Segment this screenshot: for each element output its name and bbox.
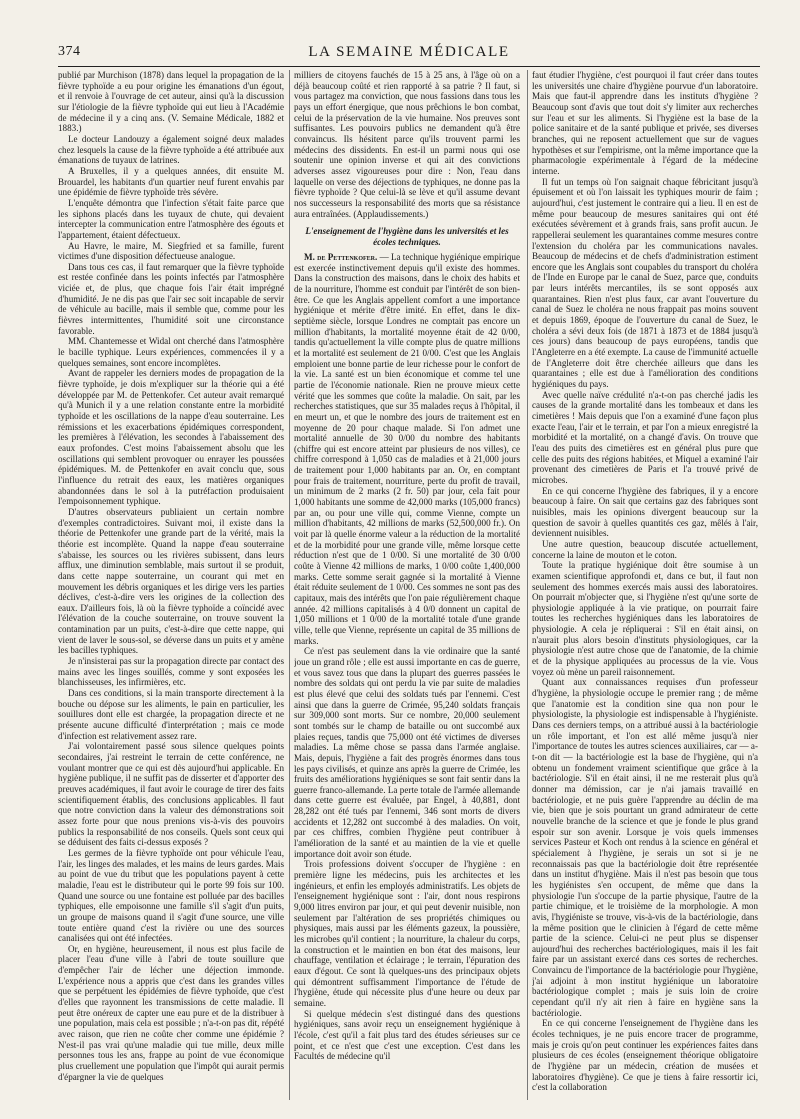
column-right <box>532 70 758 1105</box>
paragraph: publié par Murchison (1878) dans lequel la propagation de la fièvre typhoïde a eu pour origine les émanations d'un égout, et il renvoie à l'ouvrage de cet auteur, ainsi qu'à la discussion sur l'étiologie de la fièvre typhoïde qui eut lieu à l'Académie de médecine il y a cinq ans. (V. Semaine Médicale, 1882 et 1883.) <box>58 70 284 134</box>
paragraph: L'enquête démontra que l'infection s'était faite parce que les siphons placés dans les tuyaux de chute, qui devaient intercepter la communication entre l'atmosphère des égouts et l'appartement, étaient défectueux. <box>58 197 284 240</box>
paragraph: Le docteur Landouzy a également soigné deux malades chez lesquels la cause de la fièvre typhoïde a été attribuée aux émanations de tuyaux de latrines. <box>58 133 284 166</box>
column-left <box>58 70 284 1105</box>
paragraph: Les germes de la fièvre typhoïde ont pour véhicule l'eau, l'air, les linges des malades, et les mains de leurs gardes. Mais au point de vue du tribut que les populations payent à cette maladie, l'eau est le distributeur qui le porte 99 fois sur 100. Quand une source ou une fontaine est polluée par des bacilles typhiques, elle empoisonne une famille s'il s'agit d'un puits, un groupe de maisons quand il s'agit d'une source, une ville toute entière quand c'est la rivière ou une des sources canalisées qui ont été infectées. <box>58 847 284 944</box>
column-divider <box>289 70 290 1100</box>
paragraph: Dans ces conditions, si la main transporte directement à la bouche ou dépose sur les aliments, le pain en particulier, les souillures dont elle est chargée, la propagation directe et ne présente aucune difficulté d'interprétation ; mais ce mode d'infection est relativement assez rare. <box>58 688 284 741</box>
paragraph: Une autre question, beaucoup discutée actuellement, concerne la laine de mouton et le coton. <box>532 538 758 560</box>
paragraph: En ce qui concerne l'hygiène des fabriques, il y a encore beaucoup à faire. On sait que certains gaz des fabriques sont nuisibles, mais les opinions divergent beaucoup sur la question de savoir à quelles quantités ces gaz, mêlés à l'air, deviennent nuisibles. <box>532 485 758 539</box>
journal-title: LA SEMAINE MÉDICALE <box>308 44 510 60</box>
paragraph: MM. Chantemesse et Widal ont cherché dans l'atmosphère le bacille typhique. Leurs expériences, commencées il y a quelques semaines, sont encore incomplètes. <box>58 336 284 368</box>
paragraph: Au Havre, le maire, M. Siegfried et sa famille, furent victimes d'une disposition défectueuse analogue. <box>58 240 284 262</box>
paragraph: Je n'insisterai pas sur la propagation directe par contact des mains avec les linges souillés, comme y sont exposées les blanchisseuses, les infirmières, etc. <box>58 656 284 688</box>
paragraph: Trois professions doivent s'occuper de l'hygiène : en première ligne les médecins, puis les architectes et les ingénieurs, et enfin les employés administratifs. Les objets de l'enseignement hygiénique sont : l'air, dont nous respirons 9,000 litres environ par jour, et qui peut devenir nuisible, non seulement par l'altération de ses propriétés chimiques ou physiques, mais aussi par les éléments gazeux, la poussière, les microbes qu'il contient ; la nourriture, la chaleur du corps, la construction et le maintien en bon état des maisons, leur chauffage, ventilation et éclairage ; le terrain, l'épuration des eaux d'égout. Ce sont là quelques-uns des principaux objets qui démontrent suffisamment l'importance de l'étude de l'hygiène, étude qui nécessite plus d'une heure ou deux par semaine. <box>294 859 520 1008</box>
paragraph: Il fut un temps où l'on saignait chaque fébricitant jusqu'à épuisement et où l'on laissait les typhiques mourir de faim ; aujourd'hui, c'est justement le contraire qui a lieu. Il en est de même pour beaucoup de mesures sanitaires qui ont été exécutées sévèrement et à grands frais, sans profit aucun. Je rappellerai seulement les quarantaines comme mesures contre l'extension du choléra par les communications navales. Beaucoup de médecins et de chefs d'administration estiment encore que les Anglais sont coupables du transport du choléra de l'Inde en Europe par le canal de Suez, parce que, conduits par leurs intérêts mercantiles, ils se sont opposés aux quarantaines. Rien n'est plus faux, car avant l'ouverture du canal de Suez le choléra ne nous frappait pas moins souvent et depuis 1869, époque de l'ouverture du canal de Suez, le choléra a sévi deux fois (de 1871 à 1873 et de 1884 jusqu'à ces jours) dans beaucoup de pays européens, tandis que l'Angleterre en a été exempte. La cause de l'immunité actuelle de l'Angleterre doit être cherchée ailleurs que dans les quarantaines ; elle est due à l'amélioration des conditions hygiéniques du pays. <box>532 176 758 390</box>
paragraph: A Bruxelles, il y a quelques années, dit ensuite M. Brouardel, les habitants d'un quartier neuf furent envahis par une épidémie de fièvre typhoïde très sévère. <box>58 165 284 198</box>
paragraph: faut étudier l'hygiène, c'est pourquoi il faut créer dans toutes les universités une chaire d'hygiène pourvue d'un laboratoire. Mais que faut-il apprendre dans les instituts d'hygiène ? Beaucoup sont d'avis que tout doit s'y limiter aux recherches sur l'eau et sur les aliments. Si l'hygiène est la base de la police sanitaire et de la santé publique et privée, ses diverses branches, qui ne reposent actuellement que sur de vagues hypothèses et sur l'empirisme, ont la même importance que la pharmacologie expérimentale à l'égard de la médecine interne. <box>532 70 758 176</box>
paragraph: D'autres observateurs publiaient un certain nombre d'exemples contradictoires. Suivant moi, il existe dans la théorie de Pettenkofer une grande part de la vérité, mais la théorie est incomplète. Quand la nappe d'eau souterraine s'abaisse, les sources ou les rivières subissent, dans leurs afflux, une diminution semblable, mais surtout il se produit, dans cette nappe souterraine, un courant qui met en mouvement les débris organiques et les dirige vers les parties déclives, c'est-à-dire vers les origines de la collection des eaux. D'ailleurs fois, là où la fièvre typhoïde a coïncidé avec l'élévation de la couche souterraine, on trouve souvent la contamination par un puits, c'est-à-dire que cette nappe, qui vient de laver le sous-sol, se déverse dans un puits et y amène les bacilles typhiques. <box>58 506 284 656</box>
paragraph: milliers de citoyens fauchés de 15 à 25 ans, à l'âge où on a déjà beaucoup coûté et rien rapporté à sa patrie ? Il faut, si vous partagez ma conviction, que nous fassions dans tous les pays un effort énergique, que nous prêchions le bon combat, celui de la préservation de la vie humaine. Nos preuves sont suffisantes. Les pouvoirs publics ne demandent qu'à être convaincus. Ils hésitent parce qu'ils trouvent parmi les médecins des dissidents. En est-il un parmi nous qui ose soutenir une opinion inverse et qui ait des convictions adverses assez vigoureuses pour dire : Non, l'eau dans laquelle on verse des déjections de typhiques, ne donne pas la fièvre typhoïde ? Que celui-là se lève et qu'il assume devant nos successeurs la responsabilité des morts que sa résistance aura entraînées. (Applaudissements.) <box>294 70 520 219</box>
paragraph: Quant aux connaissances requises d'un professeur d'hygiène, la physiologie occupe le premier rang ; de même que l'anatomie est la condition sine qua non pour le physiologiste, la physiologie est indispensable à l'hygiéniste. Dans ces derniers temps, on a attribué aussi à la bactériologie un rôle important, et l'on est allé même jusqu'à nier l'importance de toutes les autres sciences auxiliaires, car — a-t-on dit — la bactériologie est la base de l'hygiène, qui n'a obtenu un fondement vraiment scientifique que grâce à la bactériologie. S'il en était ainsi, il ne me resterait plus qu'à donner ma démission, car je n'ai jamais travaillé en bactériologie, et ne puis guère l'apprendre au déclin de ma vie, bien que je sois pourtant un grand admirateur de cette nouvelle branche de la science et que je fonde le plus grand espoir sur son avenir. Lorsque je vois quels immenses services Pasteur et Koch ont rendus à la science en général et spécialement à l'hygiène, je serais un sot si je ne reconnaissais pas que la bactériologie doit être représentée dans un institut d'hygiène. Mais il n'est pas besoin que tous les hygiénistes s'en occupent, de même que dans la physiologie l'un s'occupe de la partie physique, l'autre de la partie chimique, et le troisième de la morphologie. A mon avis, l'hygiéniste se trouve, vis-à-vis de la bactériologie, dans la même position que le clinicien à l'égard de cette même partie de la science. Celui-ci ne peut plus se dispenser aujourd'hui des recherches bactériologiques, mais il les fait faire par un assistant exercé dans ces sortes de recherches. Convaincu de l'importance de la bactériologie pour l'hygiène, j'ai adjoint à mon institut hygiénique un laboratoire bactériologique complet ; mais je suis loin de croire cependant qu'il n'y ait rien à faire en hygiène sans la bactériologie. <box>532 677 758 1018</box>
paragraph <box>294 252 520 646</box>
paragraph: Ce n'est pas seulement dans la vie ordinaire que la santé joue un grand rôle ; elle est aussi importante en cas de guerre, et vous savez tous que dans la plupart des guerres passées le nombre des soldats qui ont perdu la vie par suite de maladies est plus élevé que celui des soldats tués par l'ennemi. C'est ainsi que dans la guerre de Crimée, 95,240 soldats français sur 309,000 sont morts. Sur ce nombre, 20,000 seulement sont tombés sur le champ de bataille ou ont succombé aux plaies reçues, tandis que 75,000 ont été victimes de diverses maladies. La même chose se passa dans l'armée anglaise. Mais, depuis, l'hygiène a fait des progrès énormes dans tous les pays civilisés, et quinze ans après la guerre de Crimée, les fruits des améliorations hygiéniques se sont fait sentir dans la guerre franco-allemande. La perte totale de l'armée allemande dans cette guerre est évaluée, par Engel, à 40,881, dont 28,282 ont été tués par l'ennemi, 346 sont morts de divers accidents et 12,282 ont succombé à des maladies. On voit, par ces chiffres, combien l'hygiène peut contribuer à l'amélioration de la santé et au maintien de la vie et quelle importance doit avoir son étude. <box>294 646 520 859</box>
section-title: L'enseignement de l'hygiène dans les universités et les écoles techniques. <box>305 226 509 247</box>
paragraph: Avant de rappeler les derniers modes de propagation de la fièvre typhoïde, je dois m'expliquer sur la théorie qui a été développée par M. de Pettenkofer. Cet auteur avait remarqué qu'à Munich il y a une relation constante entre la morbidité typhoïde et les oscillations de la nappe d'eau souterraine. Les rémissions et les exacerbations épidémiques correspondent, les premières à l'élévation, les secondes à l'abaissement des eaux profondes. C'est moins l'abaissement absolu que les oscillations qui semblent provoquer ou enrayer les poussées épidémiques. M. de Pettenkofer en avait conclu que, sous l'influence du retrait des eaux, les matières organiques abandonnées dans le sol à la putréfaction produisaient l'empoisonnement typhique. <box>58 368 284 507</box>
page-number: 374 <box>58 44 81 59</box>
column-divider <box>527 70 528 1100</box>
header-rule <box>58 66 760 67</box>
speech-text: — La technique hygiénique empirique est exercée instinctivement depuis qu'il existe des hommes. Dans la construction des maisons, dans le choix des habits et de la nourriture, l'homme est conduit par l'intérêt de son bien-être. Ce que les Anglais appellent comfort a une importance hygiénique et mérite d'être imité. En effet, dans le dix-septième siècle, lorsque Londres ne comptait pas encore un million d'habitants, la mortalité moyenne était de 42 0/00, tandis qu'actuellement la ville compte plus de quatre millions et la mortalité est seulement de 21 0/00. C'est que les Anglais emploient une bonne partie de leur richesse pour le confort de la vie. La santé est un bien économique et comme tel une partie de l'économie nationale. Rien ne prouve mieux cette vérité que les sommes que coûte la maladie. On sait, par les recherches statistiques, que sur 35 malades reçus à l'hôpital, il en meurt un, et que le nombre des jours de traitement est en moyenne de 20 pour chaque malade. Si l'on admet une mortalité annuelle de 30 0/00 du nombre des habitants (chiffre qui est encore atteint par plusieurs de nos villes), ce chiffre correspond à 1,050 cas de maladies et à 21,000 jours de traitement pour 1,000 habitants par an. Or, en comptant pour frais de traitement, nourriture, perte du profit de travail, un minimum de 2 marks (2 fr. 50) par jour, cela fait pour 1,000 habitants une somme de 42,000 marks (105,000 francs) par an, ou pour une ville qui, comme Vienne, compte un million d'habitants, 42 millions de marks (52,500,000 fr.). On voit par là quelle énorme valeur a la réduction de la mortalité et de la morbidité pour une grande ville, même lorsque cette réduction n'est que de 1 0/00. Si une mortalité de 30 0/00 coûte à Vienne 42 millions de marks, 1 0/00 coûte 1,400,000 marks. Cette somme serait gagnée si la mortalité à Vienne était réduite seulement de 1 0/00. Ces sommes ne sont pas des capitaux, mais des intérêts que l'on paie régulièrement chaque année. 42 millions capitalisés à 4 0/0 donnent un capital de 1,050 millions et 1 0/00 de la mortalité totale d'une grande ville, telle que Vienne, représente un capital de 35 millions de marks. <box>294 252 520 646</box>
paragraph: Dans tous ces cas, il faut remarquer que la fièvre typhoïde est restée confinée dans les points infectés par l'atmosphère viciée et, de plus, que chaque fois l'air était imprégné d'humidité. Je ne dis pas que l'air sec soit incapable de servir de véhicule au bacille, mais il semble que, comme pour les fièvres intermittentes, l'humidité soit une circonstance favorable. <box>58 261 284 336</box>
paragraph: En ce qui concerne l'enseignement de l'hygiène dans les écoles techniques, je ne puis encore tracer de programme, mais je crois qu'on peut continuer les expériences faites dans plusieurs de ces écoles (enseignement théorique obligatoire de l'hygiène par un médecin, création de musées et laboratoires d'hygiène). Ce que je tiens à faire ressortir ici, c'est la collaboration <box>532 1018 758 1093</box>
paragraph: Toute la pratique hygiénique doit être soumise à un examen scientifique approfondi et, dans ce but, il faut non seulement des hommes exercés mais aussi des laboratoires. On pourrait m'objecter que, si l'hygiène n'est qu'une sorte de physiologie appliquée à la vie pratique, on pourrait faire toutes les recherches hygiéniques dans les laboratoires de physiologie. A cela je répliquerai : S'il en était ainsi, on n'aurait plus alors besoin d'instituts physiologiques, car la physiologie n'est autre chose que de l'anatomie, de la chimie et de la physique appliquées au processus de la vie. Vous voyez où mène un pareil raisonnement. <box>532 560 758 677</box>
paragraph: Avec quelle naïve crédulité n'a-t-on pas cherché jadis les causes de la grande mortalité dans les tombeaux et dans les cimetières ! Mais depuis que l'on a examiné d'une façon plus exacte l'eau, l'air et le terrain, et par l'on a mieux enregistré la morbidité et la mortalité, on a changé d'avis. On trouve que l'eau des puits des cimetières est en général plus pure que celle des puits des régions habitées, et Miquel a examiné l'air provenant des cimetières de Paris et l'a trouvé privé de microbes. <box>532 389 758 485</box>
speaker-name: M. de Pettenkofer. <box>304 252 378 262</box>
paragraph: J'ai volontairement passé sous silence quelques points secondaires, j'ai restreint le terrain de cette conférence, ne voulant montrer que ce qui est dès aujourd'hui applicable. En hygiène publique, il ne suffit pas de disserter et d'apporter des preuves académiques, il faut avoir le courage de tirer des faits scientifiquement établis, des conclusions applicables. Il faut que notre conviction dans la valeur des démonstrations soit assez forte pour que nous prenions vis-à-vis des pouvoirs publics la responsabilité de nos conseils. Quels sont ceux qui se déduisent des faits ci-dessus exposés ? <box>58 741 284 848</box>
page-header <box>58 44 760 64</box>
paragraph: Or, en hygiène, heureusement, il nous est plus facile de placer l'eau d'une ville à l'abri de toute souillure que d'empêcher l'air de lécher une déjection immonde. L'expérience nous a appris que c'est dans les grandes villes que se perpétuent les épidémies de fièvre typhoïde, que c'est d'elles que rayonnent les transmissions de cette maladie. Il peut être onéreux de capter une eau pure et de la distribuer à une population, mais cela est possible ; n'a-t-on pas dit, répété avec raison, que rien ne coûte cher comme une épidémie ? N'est-il pas vrai qu'une maladie qui tue mille, deux mille personnes tous les ans, frappe au point de vue économique plus cruellement une population que l'impôt qui aurait permis d'épargner la vie de quelques <box>58 943 284 1082</box>
column-middle <box>294 70 520 1105</box>
paragraph: Si quelque médecin s'est distingué dans des questions hygiéniques, sans avoir reçu un enseignement hygiénique à l'école, c'est qu'il a fait plus tard des études sérieuses sur ce point, et ce n'est que c'est une exception. C'est dans les Facultés de médecine qu'il <box>294 1008 520 1062</box>
